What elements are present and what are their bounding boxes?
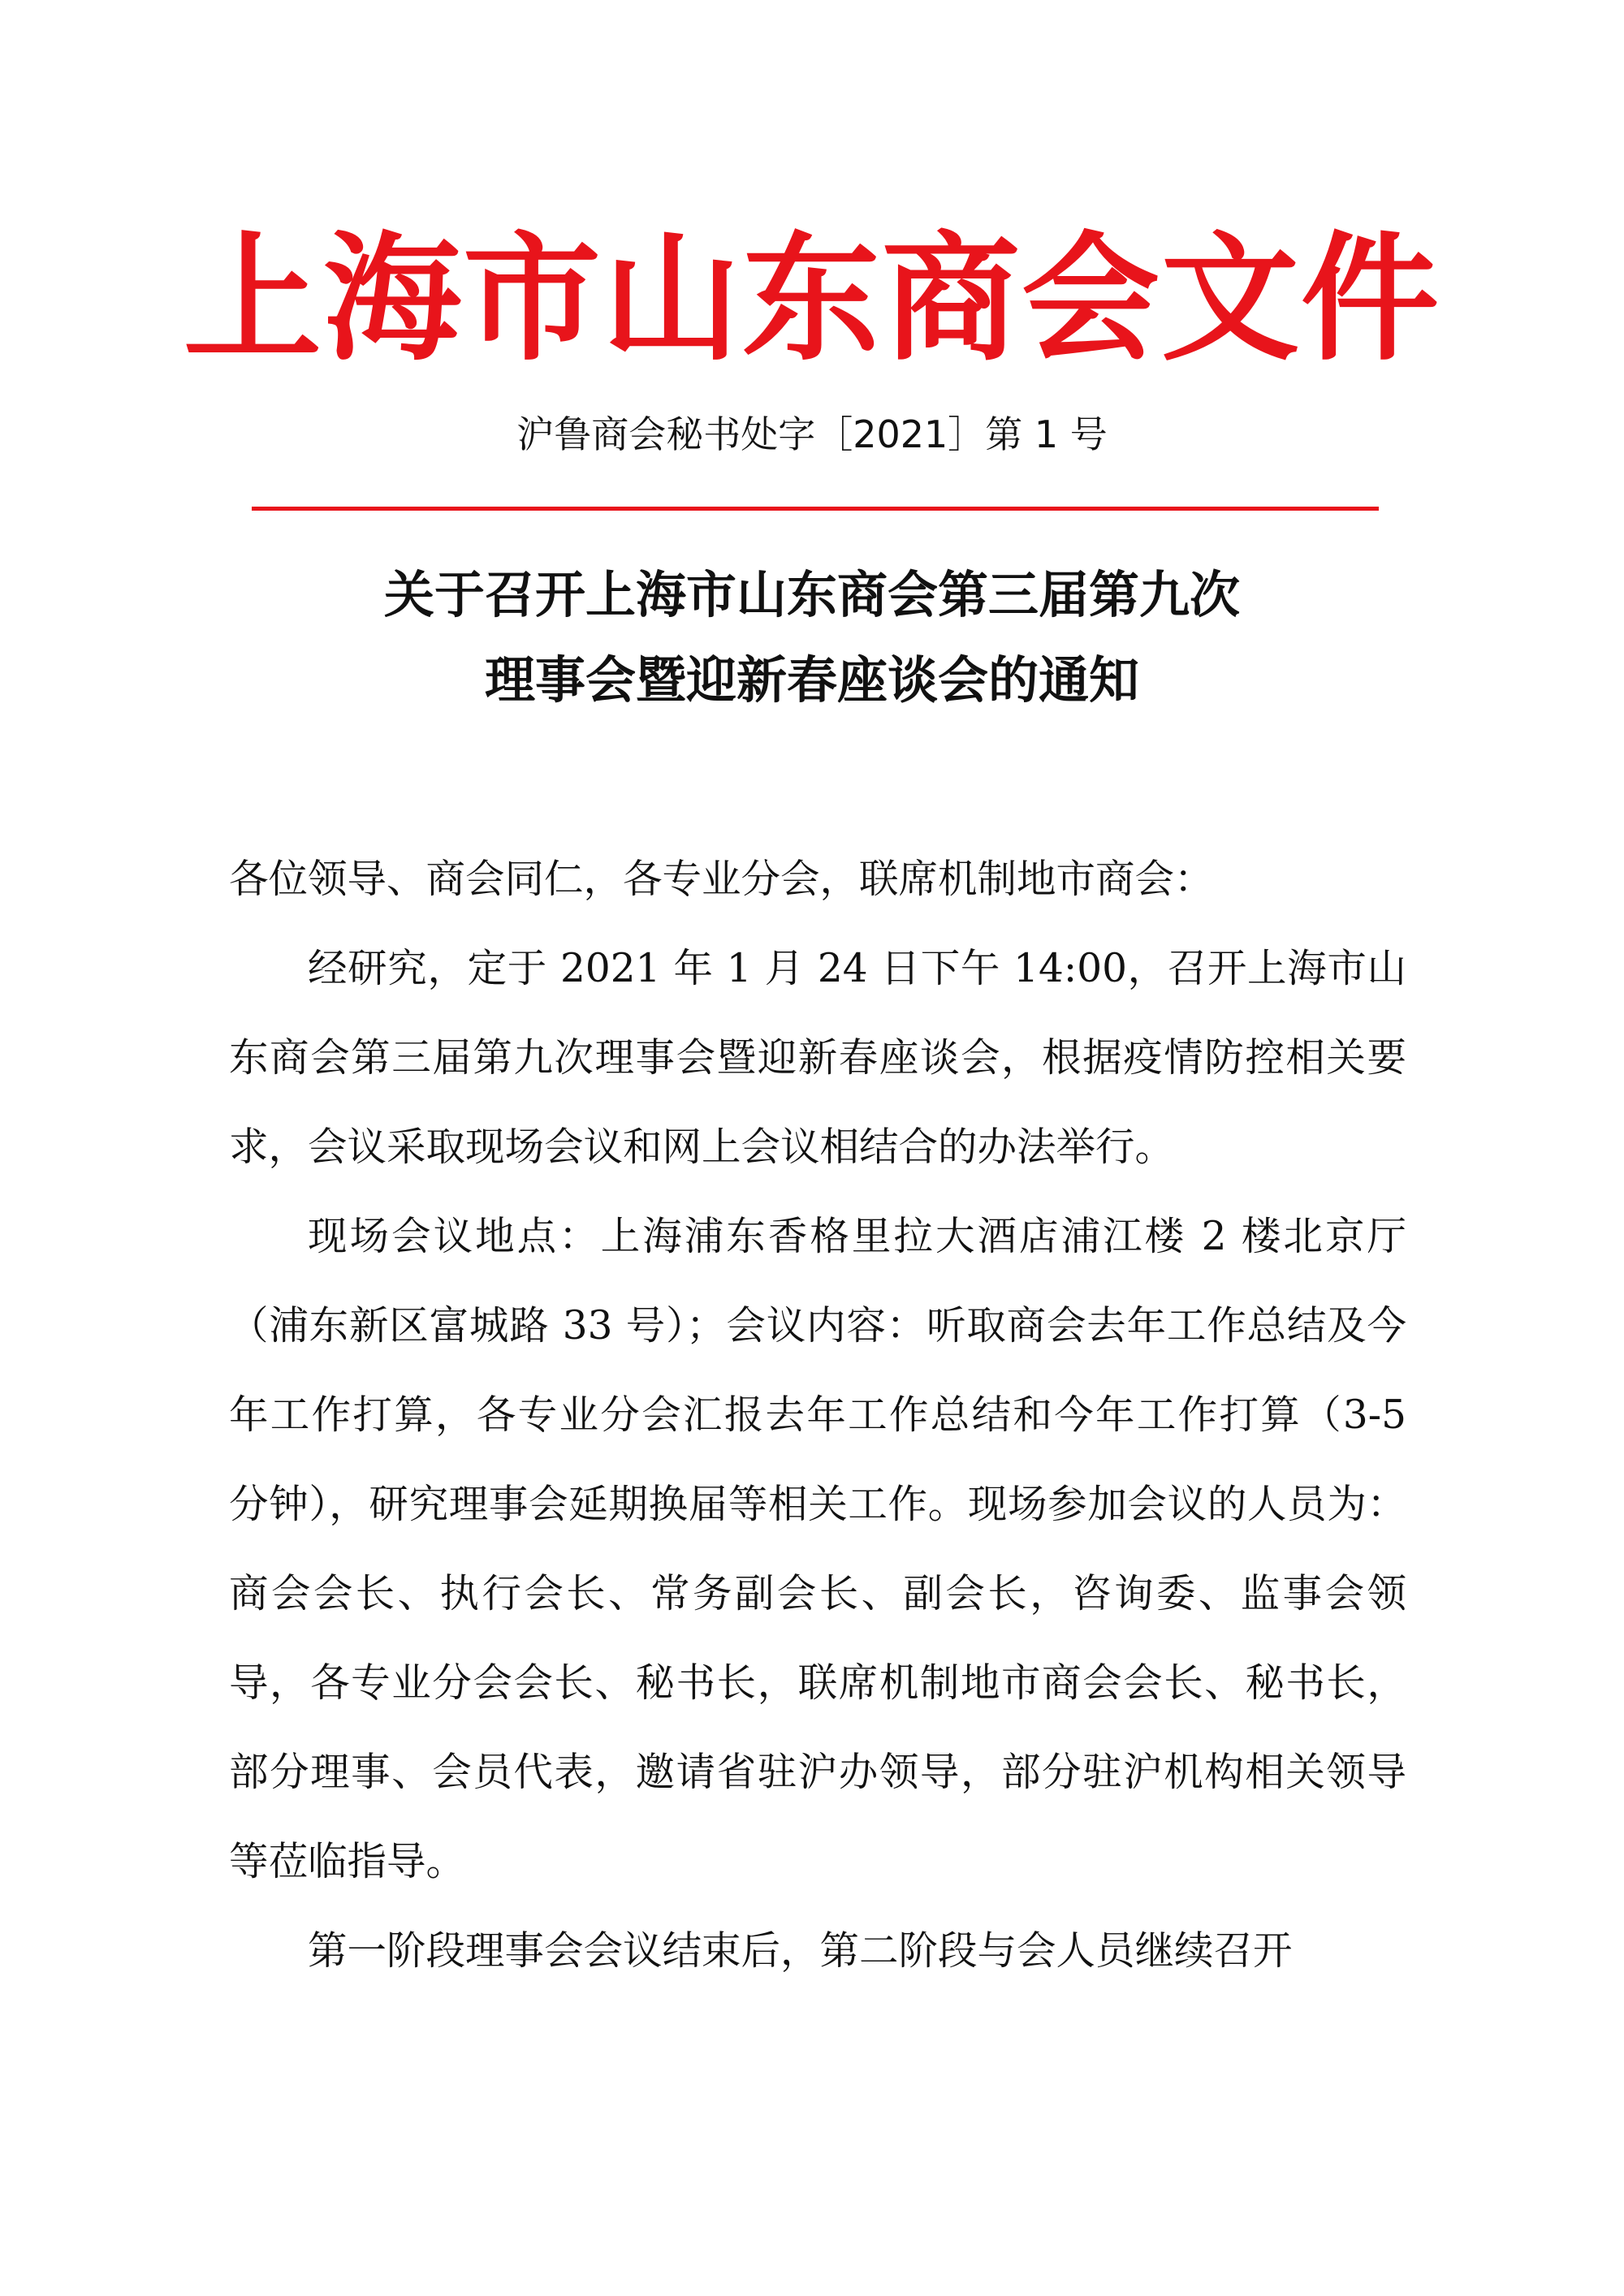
document-number: 沪鲁商会秘书处字［2021］第 1 号 xyxy=(516,412,1108,456)
salutation: 各位领导、商会同仁，各专业分会，联席机制地市商会： xyxy=(229,857,1214,902)
notice-title xyxy=(0,552,1624,723)
body-paragraph-2: 现场会议地点：上海浦东香格里拉大酒店浦江楼 2 楼北京厅（浦东新区富城路 33 号）；会议内容：听取商会去年工作总结及今年工作打算，各专业分会汇报去年工作总结和今年工作打算（3-5 分钟），研究理事会延期换届等相关工作。现场参加会议的人员为：商会会长、执行会长、常务副会长、副会长，咨询委、监事会领导，各专业分会会长、秘书长，联席机制地市商会会长、秘书长，部分理事、会员代表，邀请省驻沪办领导，部分驻沪机构相关领导等莅临指导。 xyxy=(229,1214,1406,1884)
notice-title-line-1: 关于召开上海市山东商会第三届第九次 xyxy=(383,565,1240,624)
masthead-title: 上海市山东商会文件 xyxy=(183,218,1440,380)
body-paragraph-3: 第一阶段理事会会议结束后，第二阶段与会人员继续召开 xyxy=(308,1928,1293,1974)
body-paragraph-1: 经研究，定于 2021 年 1 月 24 日下午 14:00，召开上海市山东商会第三届第九次理事会暨迎新春座谈会，根据疫情防控相关要求，会议采取现场会议和网上会议相结合的办法举行。 xyxy=(229,946,1406,1170)
notice-title-line-2: 理事会暨迎新春座谈会的通知 xyxy=(484,650,1139,710)
notice-body xyxy=(229,835,1406,1996)
red-divider-line xyxy=(252,507,1379,511)
